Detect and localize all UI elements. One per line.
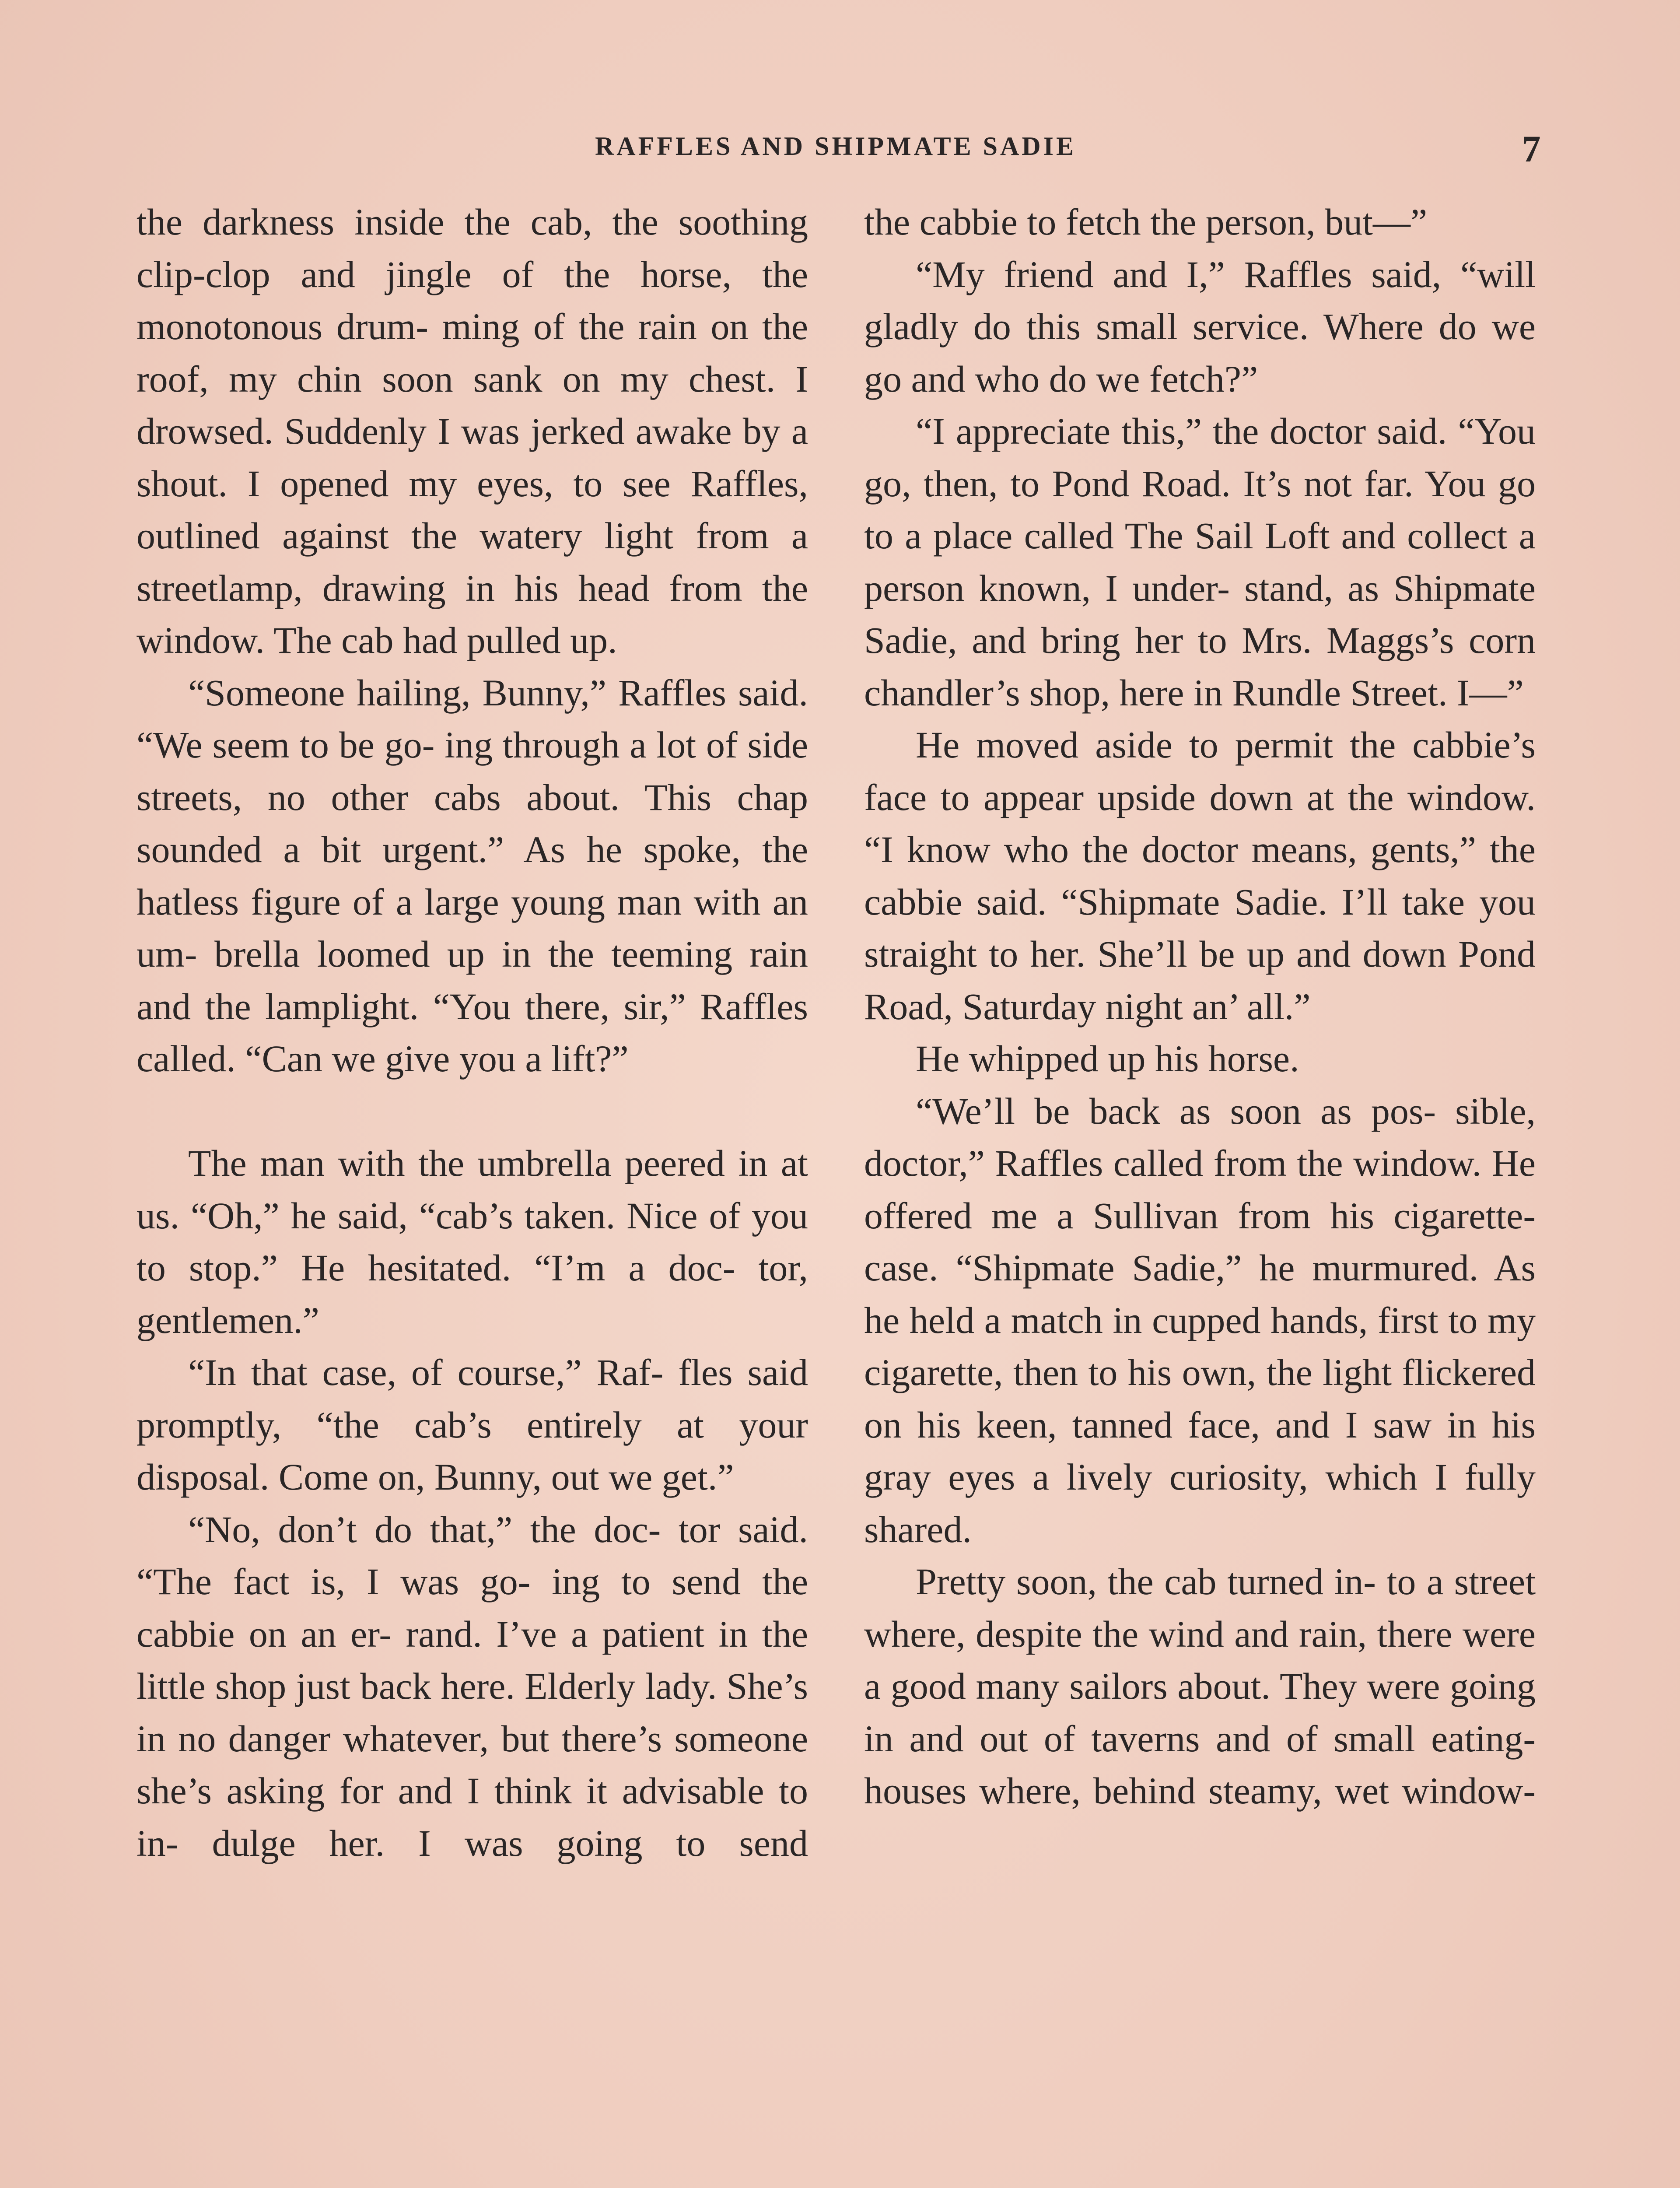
paragraph [136, 667, 808, 1085]
text-line: stand, as Shipmate Sadie, and [864, 567, 1536, 661]
text-line: tor said. “The fact is, I was go- [136, 1508, 808, 1602]
text-line: behind steamy, wet window- [1093, 1770, 1536, 1812]
text-line: but—” [1325, 201, 1428, 243]
paragraph [864, 249, 1536, 406]
text-line: “My friend and I,” Raffles [916, 253, 1352, 295]
text-line: cabbie’s face to appear upside [864, 724, 1536, 818]
text-line: large young man with an um- [136, 880, 808, 975]
text-line: said, “will gladly do this small [864, 253, 1536, 347]
paragraph [136, 1137, 808, 1346]
text-line: Road, Saturday night an’ all.” [864, 985, 1311, 1027]
text-line: “Shipmate Sadie,” he murmured. [956, 1247, 1479, 1289]
paragraph [864, 1033, 1536, 1085]
left-text-column [136, 196, 808, 1869]
text-line: drowsed. Suddenly I was jerked [136, 410, 625, 452]
text-line: soothing clip-clop and jingle of [136, 201, 808, 295]
paragraph [864, 405, 1536, 719]
text-line: fles said promptly, “the cab’s [136, 1351, 808, 1446]
text-line: which I fully shared. [864, 1456, 1536, 1550]
text-line: Road. It’s not far. You go to a [864, 462, 1536, 557]
paragraph [864, 719, 1536, 1033]
text-line: no other cabs about. This chap [267, 776, 808, 818]
text-line: and I think it advisable to in- [136, 1770, 808, 1864]
text-line: I’ll take you straight to her. [864, 880, 1536, 975]
text-line: ing to send the cabbie on an er- [136, 1560, 808, 1655]
text-line: from the window. The cab had [136, 567, 808, 661]
text-line: shop just back here. Elderly lady. [215, 1665, 717, 1707]
paragraph [136, 1346, 808, 1504]
text-line: who do we fetch?” [975, 358, 1258, 400]
text-line: the darkness inside the cab, the [136, 201, 658, 243]
text-line: service. Where do we go and [864, 305, 1536, 400]
text-line: Street. I—” [1350, 671, 1524, 714]
text-line: who the doctor means, gents,” [1004, 828, 1476, 870]
text-line: ming of the rain on the roof, my [136, 305, 808, 400]
page-number: 7 [1522, 128, 1541, 170]
paragraph [864, 1085, 1536, 1556]
text-line: Sullivan from his cigarette-case. [864, 1194, 1536, 1289]
text-line: the horse, the monotonous drum- [136, 253, 808, 347]
text-line: He moved aside to permit the [916, 724, 1396, 766]
text-line: brella loomed up in the teeming [214, 933, 733, 975]
text-line: rand. I’ve a patient in the little [136, 1613, 808, 1707]
text-line: spoke, the hatless figure of a [136, 828, 808, 923]
text-line: streetlamp, drawing in his head [136, 567, 650, 609]
right-text-column [864, 196, 1536, 1817]
text-line: “I appreciate this,” the doctor [916, 410, 1366, 452]
text-line: the cabbie to fetch the person, [864, 201, 1316, 243]
text-line: dulge her. I was going to send [212, 1822, 808, 1864]
text-line: “cab’s taken. Nice of you to [136, 1194, 808, 1289]
text-line: ing through a lot of side streets, [136, 724, 808, 818]
text-line: pulled up. [466, 619, 617, 661]
paragraph [136, 1504, 808, 1870]
text-line: “No, don’t do that,” the doc- [188, 1508, 661, 1550]
text-line: collect a person known, I under- [864, 515, 1536, 609]
text-line: chandler’s shop, here in Rundle [864, 671, 1341, 714]
text-line: peered in at us. “Oh,” he said, [136, 1142, 808, 1237]
text-line: said. “You go, then, to Pond [864, 410, 1536, 505]
text-line: against the watery light from a [282, 515, 808, 557]
text-line: The man with the umbrella [188, 1142, 612, 1184]
text-line: chin soon sank on my chest. I [297, 358, 808, 400]
paragraph [864, 1556, 1536, 1817]
text-line: to a street where, despite the [864, 1560, 1536, 1655]
text-line: many sailors about. They were [976, 1665, 1440, 1707]
text-line: of small eating-houses where, [864, 1717, 1536, 1812]
paragraph [136, 196, 808, 667]
text-line: Raffles said. “We seem to be go- [136, 671, 808, 766]
text-line: She’ll be up and down Pond [1097, 933, 1536, 975]
text-line: rain and the lamplight. “You [136, 933, 808, 1027]
text-line: She’s in no danger whatever, but [136, 1665, 808, 1760]
text-line: awake by a shout. I opened my [136, 410, 808, 505]
text-line: we give you a lift?” [332, 1038, 629, 1080]
text-line: the cabbie said. “Shipmate Sadie. [864, 828, 1536, 923]
text-line: in his gray eyes a lively curiosity, [864, 1403, 1536, 1498]
text-line: entirely at your disposal. Come [136, 1403, 808, 1498]
text-line: stop.” He hesitated. “I’m a doc- [189, 1247, 735, 1289]
text-line: bring her to Mrs. Maggs’s corn [1041, 619, 1536, 661]
text-line: “Someone hailing, Bunny,” [188, 671, 607, 714]
text-line: down at the window. “I know [864, 776, 1536, 870]
text-line: wind and rain, there were a good [864, 1613, 1536, 1707]
text-line: He whipped up his horse. [916, 1038, 1299, 1080]
text-line: going in and out of taverns and [864, 1665, 1536, 1760]
text-line: to his own, the light flickered on [864, 1351, 1536, 1446]
text-line: hands, first to my cigarette, then [864, 1299, 1536, 1393]
text-line: there, sir,” Raffles called. “Can [136, 985, 808, 1080]
text-line: his keen, tanned face, and I saw [917, 1403, 1432, 1446]
text-line: the window. He offered me a [864, 1142, 1536, 1237]
text-line: tor, gentlemen.” [136, 1247, 808, 1341]
text-line: there’s someone she’s asking for [136, 1717, 808, 1812]
text-line: eyes, to see Raffles, outlined [136, 462, 808, 557]
running-head-title: RAFFLES AND SHIPMATE SADIE [595, 132, 1077, 161]
text-line: on, Bunny, out we get.” [378, 1456, 734, 1498]
text-line: Pretty soon, the cab turned in- [916, 1560, 1376, 1602]
text-line: As he held a match in cupped [864, 1247, 1536, 1341]
text-line: “We’ll be back as soon as pos- [916, 1090, 1436, 1132]
paragraph [864, 196, 1536, 249]
text-line: “In that case, of course,” Raf- [188, 1351, 664, 1393]
text-line: place called The Sail Loft and [933, 515, 1396, 557]
text-line: sounded a bit urgent.” As he [136, 828, 622, 870]
text-line: sible, doctor,” Raffles called from [864, 1090, 1536, 1184]
